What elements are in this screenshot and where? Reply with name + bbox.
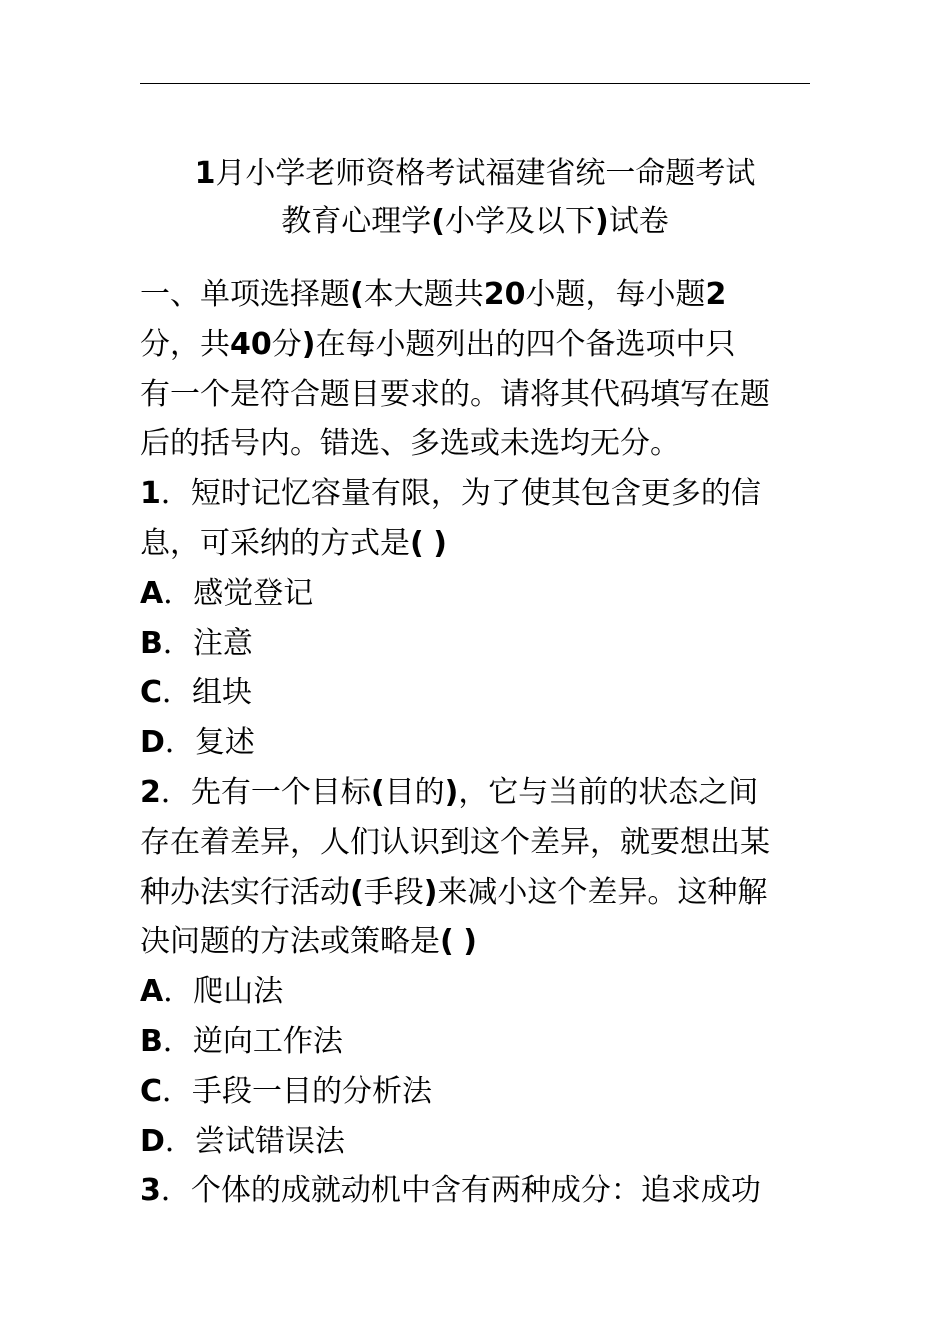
option-line: D．复述 [140,725,255,761]
question-line: 种办法实行活动(手段)来减小这个差异。这种解 [140,874,768,910]
option-line: C．组块 [140,675,253,711]
text-line: 一、单项选择题(本大题共20小题，每小题2 [140,277,727,312]
header-rule [140,83,810,84]
option-line: A．爬山法 [140,974,284,1010]
text-line: 后的括号内。错选、多选或未选均无分。 [140,426,680,462]
option-line: B．注意 [140,625,253,661]
question-line: 3．个体的成就动机中含有两种成分：追求成功 [140,1173,761,1209]
question-line: 决问题的方法或策略是( ) [140,924,477,960]
document-title-line-2: 教育心理学(小学及以下)试卷 [281,204,669,239]
option-line: C．手段一目的分析法 [140,1073,433,1109]
question-line: 存在着差异，人们认识到这个差异，就要想出某 [140,824,770,860]
question-line: 息，可采纳的方式是( ) [140,525,447,561]
text-line: 有一个是符合题目要求的。请将其代码填写在题 [140,376,770,412]
question-line: 2．先有一个目标(目的)，它与当前的状态之间 [140,774,759,810]
document-title-line-1: 1月小学老师资格考试福建省统一命题考试 [194,156,756,191]
question-line: 1．短时记忆容量有限，为了使其包含更多的信 [140,476,761,512]
option-line: D．尝试错误法 [140,1123,345,1159]
document-body [140,270,820,1216]
option-line: B．逆向工作法 [140,1023,343,1059]
text-line: 分，共40分)在每小题列出的四个备选项中只 [140,326,736,362]
option-line: A．感觉登记 [140,575,314,611]
